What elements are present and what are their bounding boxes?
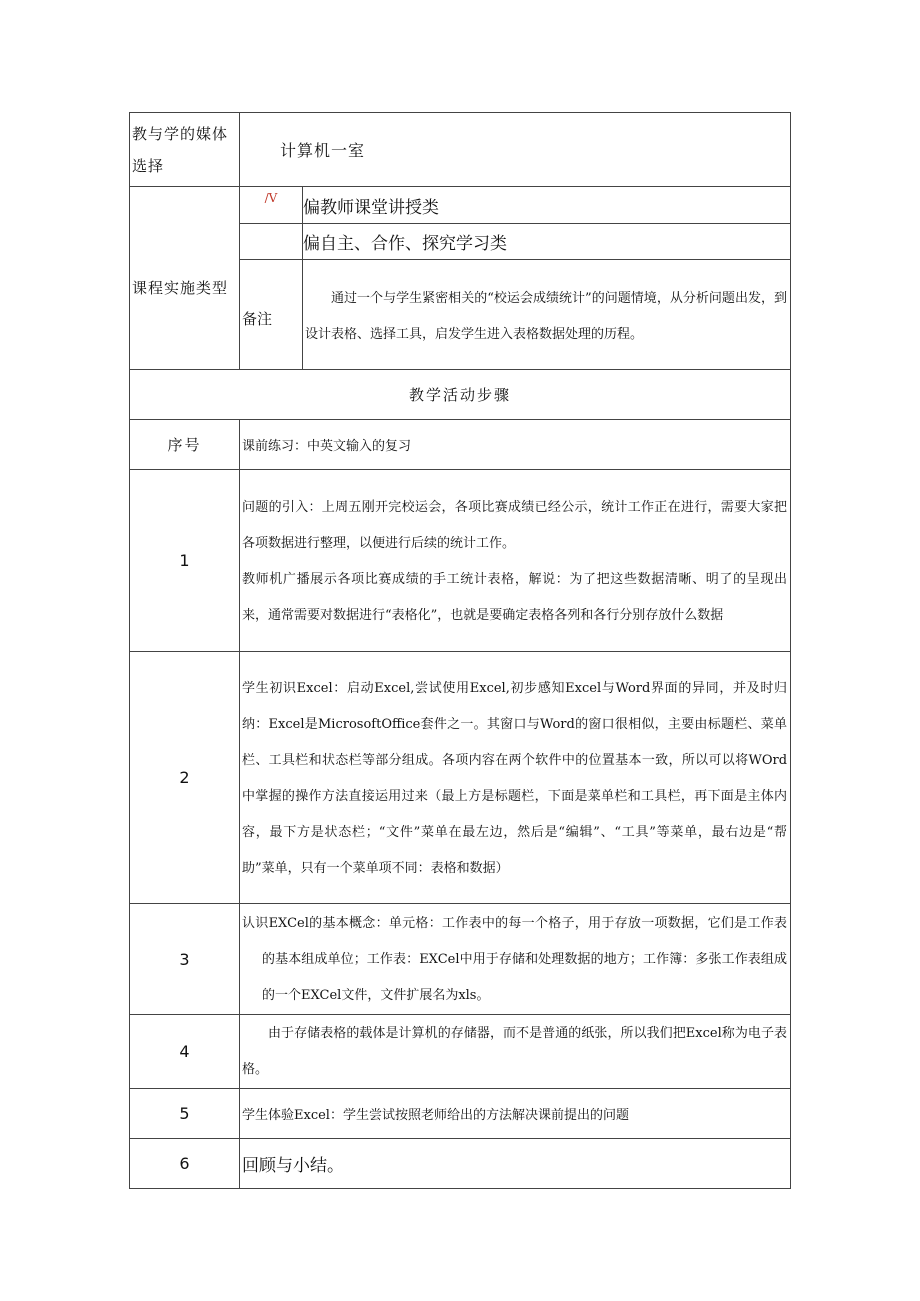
seq-header-row: [130, 420, 791, 470]
step-content-5: [240, 1089, 791, 1139]
step-row-5: [130, 1089, 791, 1139]
step-number-5: 5: [130, 1089, 240, 1139]
course-type-mark-2: [240, 224, 303, 260]
lesson-plan-table: [129, 112, 791, 1189]
seq-header: 序号: [130, 420, 240, 470]
step-5-paragraph: 学生体验Excel：学生尝试按照老师给出的方法解决课前提出的问题: [242, 1108, 629, 1123]
step-content-1: [240, 470, 791, 652]
pre-exercise-cell: [240, 420, 791, 470]
step-number-3: 3: [130, 904, 240, 1015]
step-row-6: [130, 1139, 791, 1189]
step-content-6: [240, 1139, 791, 1189]
course-type-label-cell: [130, 187, 240, 370]
course-type-row-1: [130, 187, 791, 224]
step-number-6: 6: [130, 1139, 240, 1189]
step-3-paragraph: 认识EXCel的基本概念：单元格：工作表中的每一个格子，用于存放一项数据，它们是工作表的基本组成单位；工作表：EXCel中用于存储和处理数据的地方；工作簿：多张工作表组成的一个EXCel文件，文件扩展名为xls。: [242, 916, 788, 1003]
pre-exercise: 课前练习：中英文输入的复习: [242, 439, 412, 454]
remark-label: 备注: [242, 310, 273, 328]
step-row-2: [130, 652, 791, 904]
step-number-4: 4: [130, 1015, 240, 1089]
media-label: 教与学的媒体选择: [132, 124, 229, 175]
step-content-2: [240, 652, 791, 904]
step-1-paragraph-1: 问题的引入：上周五刚开完校运会，各项比赛成绩已经公示，统计工作正在进行，需要大家把各项数据进行整理，以便进行后续的统计工作。: [242, 499, 788, 551]
course-type-option-1: 偏教师课堂讲授类: [303, 187, 791, 224]
step-number-1: 1: [130, 470, 240, 652]
course-type-mark-1: /V: [240, 187, 303, 224]
step-1-paragraph-2: 教师机广播展示各项比赛成绩的手工统计表格，解说：为了把这些数据清晰、明了的呈现出来，通常需要对数据进行“表格化”，也就是要确定表格各列和各行分别存放什么数据: [242, 571, 788, 623]
media-row: [130, 113, 791, 187]
step-row-3: [130, 904, 791, 1015]
step-2-paragraph: 学生初识Excel：启动Excel,尝试使用Excel,初步感知Excel与Word界面的异同，并及时归纳：Excel是MicrosoftOffice套件之一。其窗口与Word的窗口很相似，主要由标题栏、菜单栏、工具栏和状态栏等部分组成。各项内容在两个软件中的位置基本一致，所以可以将WOrd中掌握的操作方法直接运用过来（最上方是标题栏，下面是菜单栏和工具栏，再下面是主体内容，最下方是状态栏；“文件”菜单在最左边，然后是“编辑”、“工具”等菜单，最右边是“帮助”菜单，只有一个菜单项不同：表格和数据）: [242, 680, 788, 876]
remark-text-cell: [303, 260, 791, 370]
remark-label-cell: [240, 260, 303, 370]
step-number-2: 2: [130, 652, 240, 904]
remark-text: 通过一个与学生紧密相关的“校运会成绩统计”的问题情境，从分析问题出发，到设计表格、选择工具，启发学生进入表格数据处理的历程。: [305, 290, 788, 342]
step-6-paragraph: 回顾与小结。: [242, 1156, 344, 1176]
step-content-4: [240, 1015, 791, 1089]
step-row-4: [130, 1015, 791, 1089]
course-type-label: 课程实施类型: [132, 279, 229, 297]
media-value-cell: [240, 113, 791, 187]
steps-title-row: [130, 370, 791, 420]
step-4-paragraph: 由于存储表格的载体是计算机的存储器，而不是普通的纸张，所以我们把Excel称为电子表格。: [242, 1025, 788, 1077]
course-type-option-2: 偏自主、合作、探究学习类: [303, 224, 791, 260]
media-value: 计算机一室: [280, 141, 366, 160]
steps-title: 教学活动步骤: [130, 370, 791, 420]
step-content-3: [240, 904, 791, 1015]
media-label-cell: [130, 113, 240, 187]
step-row-1: [130, 470, 791, 652]
